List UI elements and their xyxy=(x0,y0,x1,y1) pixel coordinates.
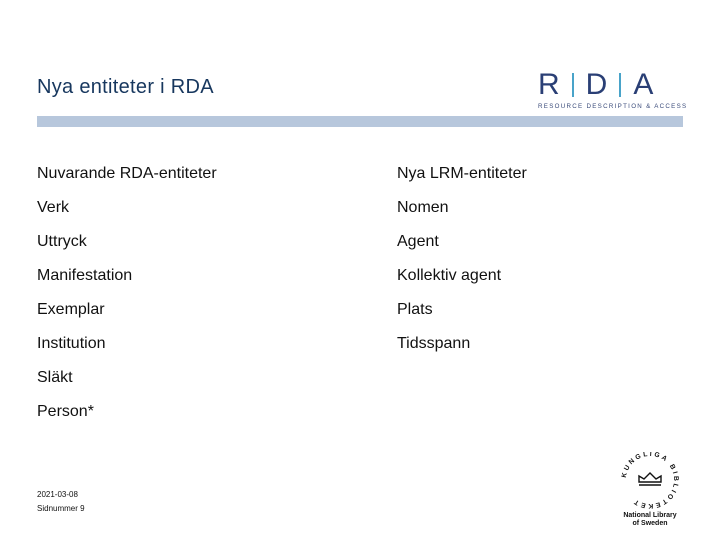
rda-logo-letter-r: R xyxy=(538,68,560,101)
list-item: Agent xyxy=(397,233,439,250)
kb-logo-caption-line2: of Sweden xyxy=(632,520,668,527)
current-entities-heading: Nuvarande RDA-entiteter xyxy=(37,165,217,182)
footer-date: 2021-03-08 xyxy=(37,490,78,499)
list-item: Verk xyxy=(37,199,70,216)
list-item: Manifestation xyxy=(37,267,133,284)
rda-logo-separator xyxy=(572,73,574,97)
list-item: Tidsspann xyxy=(397,335,471,352)
list-item: Kollektiv agent xyxy=(397,267,502,284)
title-rule xyxy=(37,116,683,127)
kb-logo-caption-line1: National Library xyxy=(623,512,677,519)
list-item: Släkt xyxy=(37,369,73,386)
rda-logo-letters xyxy=(538,70,680,100)
rda-logo-separator xyxy=(619,73,621,97)
footer-page-number: Sidnummer 9 xyxy=(37,504,85,513)
rda-logo-letter-a: A xyxy=(633,68,654,101)
crown-icon xyxy=(639,473,661,485)
current-entities-column xyxy=(37,165,217,437)
list-item: Uttryck xyxy=(37,233,87,250)
list-item: Plats xyxy=(397,301,433,318)
new-entities-heading: Nya LRM-entiteter xyxy=(397,165,527,182)
rda-logo xyxy=(538,68,688,110)
list-item: Nomen xyxy=(397,199,449,216)
kb-logo-ring-text: KUNGLIGA BIBLIOTEKET xyxy=(620,452,680,510)
slide-title: Nya entiteter i RDA xyxy=(37,76,214,98)
list-item: Institution xyxy=(37,335,106,352)
rda-logo-tagline: RESOURCE DESCRIPTION & ACCESS xyxy=(538,103,688,110)
kb-logo-graphic xyxy=(612,452,688,532)
kb-logo xyxy=(612,452,688,532)
list-item: Person* xyxy=(37,403,94,420)
new-entities-column xyxy=(397,165,527,369)
list-item: Exemplar xyxy=(37,301,105,318)
rda-logo-letter-d: D xyxy=(585,68,608,101)
